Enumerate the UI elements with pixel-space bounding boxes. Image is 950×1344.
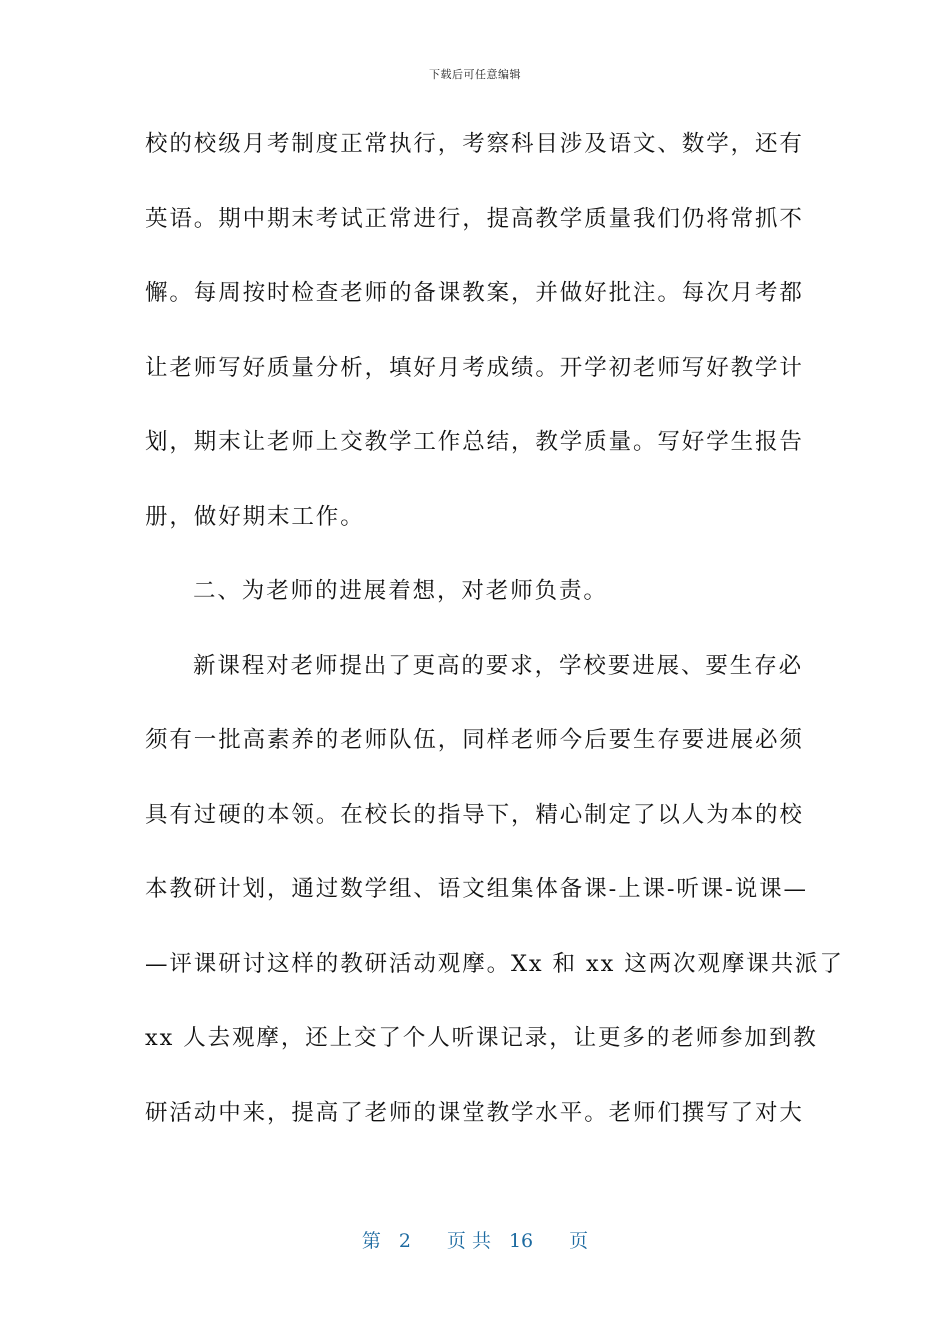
text-line: 校的校级月考制度正常执行，考察科目涉及语文、数学，还有	[145, 131, 804, 157]
text-line: 本教研计划，通过数学组、语文组集体备课-上课-听课-说课—	[145, 876, 808, 902]
text-line: xx 人去观摩，还上交了个人听课记录，让更多的老师参加到教	[145, 1025, 818, 1051]
footer-middle: 页 共	[446, 1230, 491, 1252]
text-line: 具有过硬的本领。在校长的指导下，精心制定了以人为本的校	[145, 801, 804, 828]
text-line: 懈。每周按时检查老师的备课教案，并做好批注。每次月考都	[145, 280, 804, 306]
footer-suffix: 页	[569, 1230, 589, 1252]
text-line: —评课研讨这样的教研活动观摩。Xx 和 xx 这两次观摩课共派了	[145, 950, 844, 977]
paragraph-first-line: 新课程对老师提出了更高的要求，学校要进展、要生存必	[193, 652, 804, 679]
footer-prefix: 第	[361, 1230, 381, 1252]
footer-current-page: 2	[398, 1230, 411, 1252]
document-body	[145, 124, 844, 1167]
text-line: 划，期末让老师上交教学工作总结，教学质量。写好学生报告	[145, 429, 804, 455]
text-line: 英语。期中期末考试正常进行，提高教学质量我们仍将常抓不	[145, 205, 804, 232]
footer-total-pages: 16	[508, 1230, 534, 1252]
section-heading: 二、为老师的进展着想，对老师负责。	[193, 578, 608, 604]
text-line: 须有一批高素养的老师队伍，同样老师今后要生存要进展必须	[145, 727, 804, 753]
page-footer	[0, 1226, 950, 1253]
text-line: 让老师写好质量分析，填好月考成绩。开学初老师写好教学计	[145, 354, 804, 381]
header-note: 下载后可任意编辑	[429, 68, 521, 81]
text-line: 研活动中来，提高了老师的课堂教学水平。老师们撰写了对大	[145, 1099, 804, 1126]
text-line: 册，做好期末工作。	[145, 503, 365, 530]
